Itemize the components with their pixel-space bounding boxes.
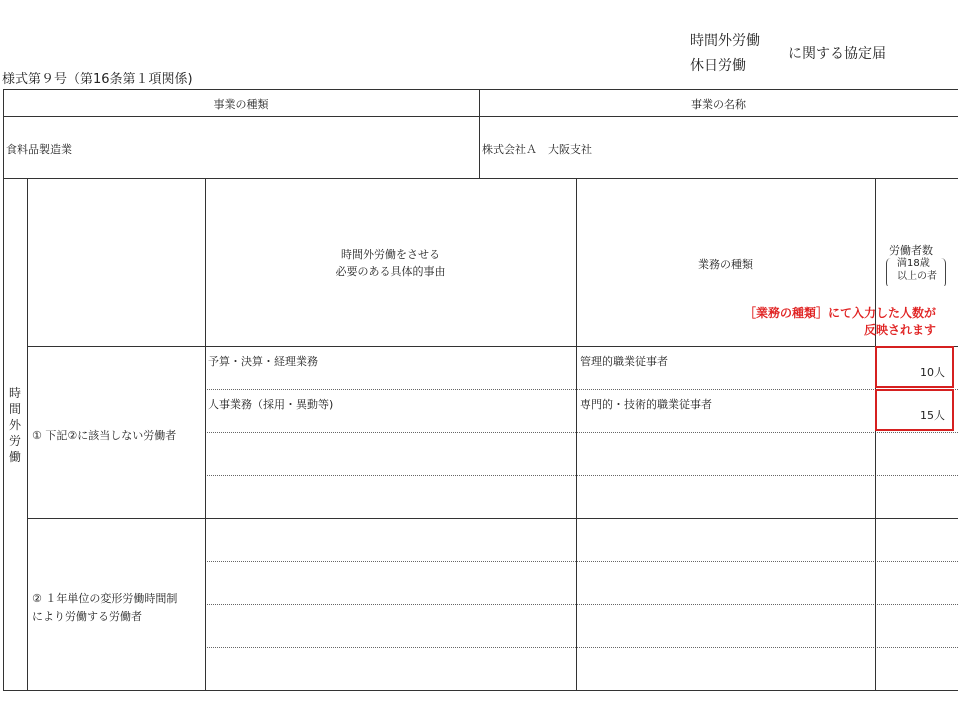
row2-worker-count: 15人 <box>920 409 945 422</box>
row2-worker-count-box <box>875 389 954 431</box>
title-suffix: に関する協定届 <box>788 46 886 62</box>
business-type-value: 食料品製造業 <box>6 143 72 156</box>
group2-label: ② １年単位の変形労働時間制 により労働する労働者 <box>32 592 178 623</box>
title-holiday: 休日労働 <box>690 58 746 74</box>
group1-label: ① 下記②に該当しない労働者 <box>32 429 177 442</box>
form-number: 様式第９号（第16条第１項関係) <box>2 72 193 87</box>
business-name-header: 事業の名称 <box>691 98 746 111</box>
annotation-note: ［業務の種類］にて入力した人数が 反映されます <box>743 306 936 337</box>
row2-reason: 人事業務（採用・異動等) <box>208 398 334 411</box>
row1-job-type: 管理的職業従事者 <box>580 355 668 368</box>
business-type-header: 事業の種類 <box>213 98 269 111</box>
title-overtime: 時間外労働 <box>690 33 760 49</box>
row2-job-type: 専門的・技術的職業従事者 <box>580 398 712 411</box>
reason-header: 時間外労働をさせる 必要のある具体的事由 <box>335 248 446 278</box>
worker-count-header: 労働者数 満18歳 以上の者 <box>875 236 958 286</box>
row1-reason: 予算・決算・経理業務 <box>208 355 318 368</box>
business-name-value: 株式会社Ａ 大阪支社 <box>482 143 592 156</box>
overtime-vertical-label: 時 間 外 労 働 <box>8 386 21 464</box>
row1-worker-count-box <box>875 346 954 388</box>
row1-worker-count: 10人 <box>920 366 945 379</box>
job-type-header: 業務の種類 <box>698 258 753 271</box>
